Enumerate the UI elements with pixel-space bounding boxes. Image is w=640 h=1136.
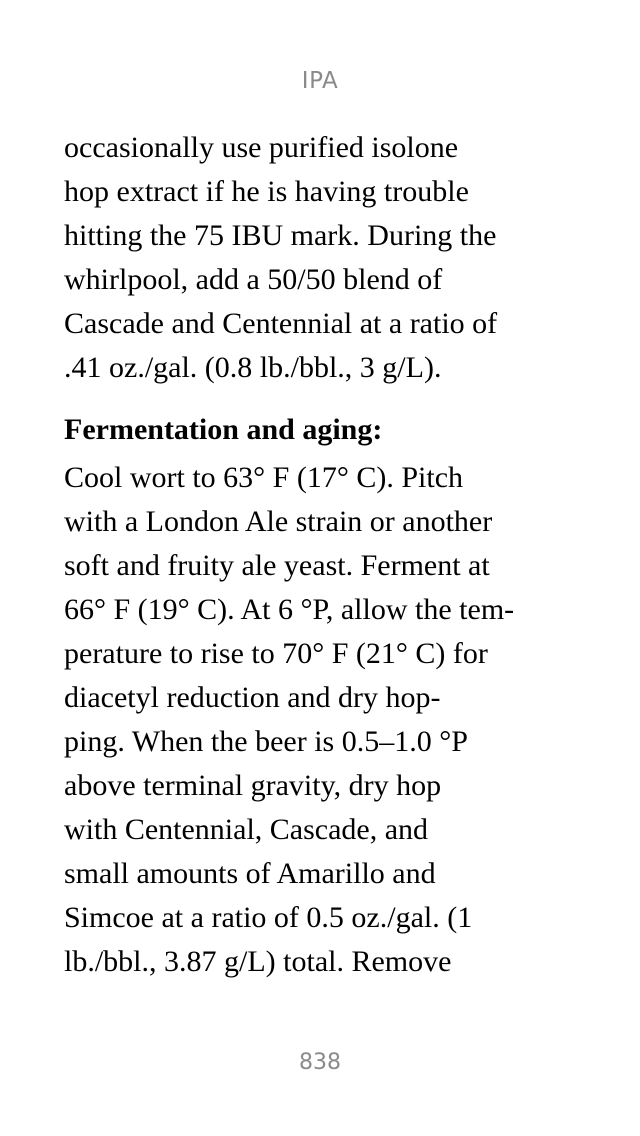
text-line: Simcoe at a ratio of 0.5 oz./gal. (1 (64, 901, 473, 934)
text-line: soft and fruity ale yeast. Ferment at (64, 549, 490, 582)
text-line: ping. When the beer is 0.5–1.0 °P (64, 725, 468, 758)
text-line: diacetyl reduction and dry hop- (64, 681, 441, 714)
text-line: with a London Ale strain or another (64, 505, 493, 538)
text-line: Cascade and Centennial at a ratio of (64, 307, 498, 340)
text-line: occasionally use purified isolone (64, 131, 459, 164)
text-line: Cool wort to 63° F (17° C). Pitch (64, 461, 464, 494)
paragraph-hop-additions (64, 126, 584, 390)
text-line: small amounts of Amarillo and (64, 857, 436, 890)
page-number: 838 (299, 1050, 341, 1075)
text-line: with Centennial, Cascade, and (64, 813, 429, 846)
text-line: whirlpool, add a 50/50 blend of (64, 263, 443, 296)
book-title-header: IPA (301, 68, 339, 94)
text-line: above terminal gravity, dry hop (64, 769, 442, 802)
text-line: hop extract if he is having trouble (64, 175, 469, 208)
text-line: perature to rise to 70° F (21° C) for (64, 637, 488, 670)
section-heading-fermentation: Fermentation and aging: (64, 413, 383, 446)
page-text-body[interactable] (64, 126, 584, 984)
text-line: lb./bbl., 3.87 g/L) total. Remove (64, 945, 452, 978)
text-line: hitting the 75 IBU mark. During the (64, 219, 497, 252)
text-line: .41 oz./gal. (0.8 lb./bbl., 3 g/L). (64, 351, 442, 384)
text-line: 66° F (19° C). At 6 °P, allow the tem- (64, 593, 515, 626)
paragraph-fermentation (64, 456, 584, 984)
